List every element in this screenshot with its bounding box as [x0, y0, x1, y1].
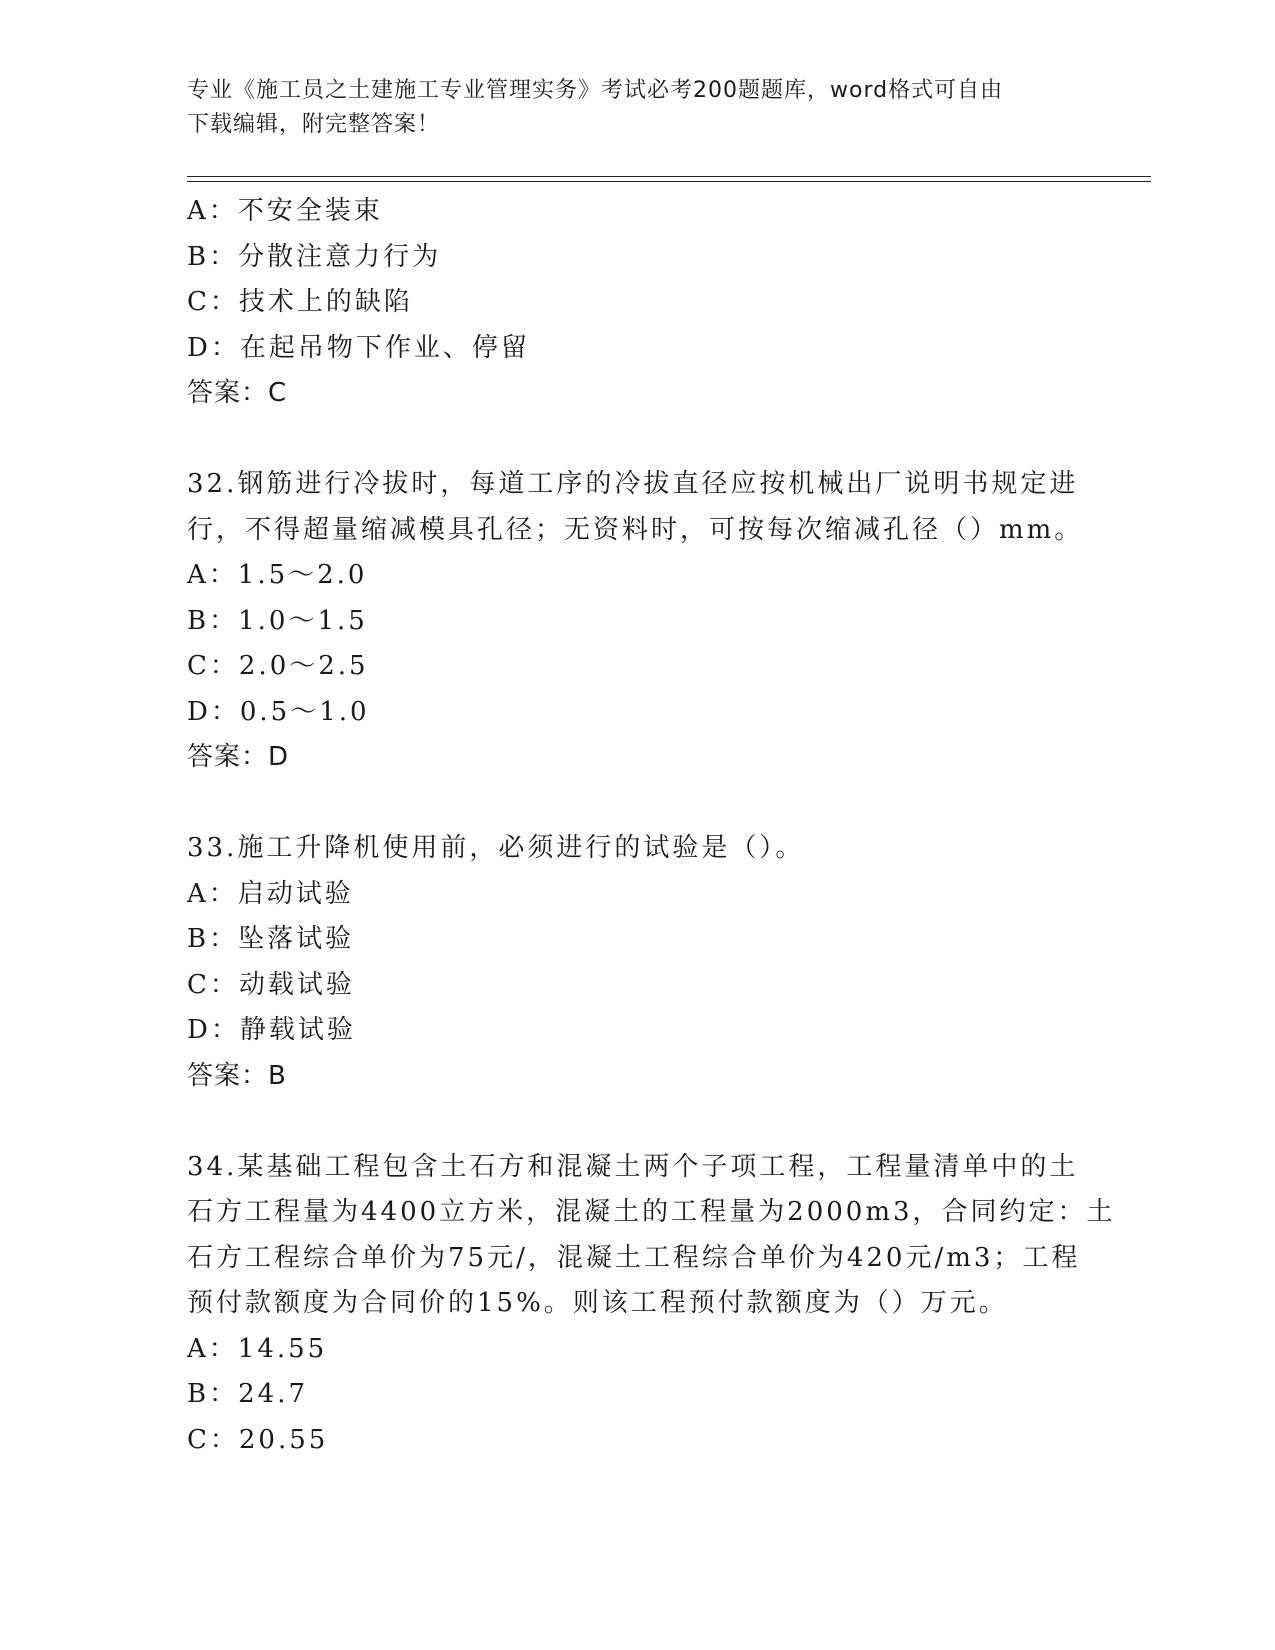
option-d: D：静载试验 [187, 1015, 356, 1045]
header-divider-top [187, 176, 1151, 177]
option-c: C：20.55 [187, 1424, 329, 1455]
option-a: A：14.55 [187, 1333, 328, 1364]
document-header [187, 74, 1087, 142]
option-b: B：坠落试验 [187, 924, 355, 954]
option-d: D：0.5～1.0 [187, 696, 370, 727]
option-a: A：不安全装束 [187, 196, 383, 226]
answer-line: 答案：B [187, 1060, 287, 1091]
header-line-1: 专业《施工员之土建施工专业管理实务》考试必考200题题库，word格式可自由 [187, 78, 1004, 103]
question-text-line: 石方工程量为4400立方米，混凝土的工程量为2000m3，合同约定：土 [187, 1197, 1116, 1227]
question-list [187, 189, 1116, 1463]
option-d: D：在起吊物下作业、停留 [187, 332, 530, 363]
option-a: A：启动试验 [187, 878, 354, 909]
question-text-line: 行，不得超量缩减模具孔径；无资料时，可按每次缩减孔径（）mm。 [187, 514, 1084, 545]
option-b: B：24.7 [187, 1379, 308, 1409]
option-c: C：2.0～2.5 [187, 651, 369, 681]
question-33 [187, 826, 1087, 1099]
spacer [187, 781, 1087, 827]
spacer [187, 417, 1087, 463]
option-a: A：1.5～2.0 [187, 560, 368, 590]
option-c: C：技术上的缺陷 [187, 287, 413, 317]
question-text-line: 32.钢筋进行冷拔时，每道工序的冷拔直径应按机械出厂说明书规定进 [187, 469, 1079, 499]
option-c: C：动载试验 [187, 969, 355, 1000]
question-text-line: 预付款额度为合同价的15%。则该工程预付款额度为（）万元。 [187, 1288, 1008, 1318]
question-text-line: 33.施工升降机使用前，必须进行的试验是（）。 [187, 833, 805, 863]
answer-line: 答案：C [187, 378, 288, 408]
header-divider-bottom [187, 181, 1151, 182]
question-text-line: 石方工程综合单价为75元/，混凝土工程综合单价为420元/m3；工程 [187, 1242, 1081, 1273]
spacer [187, 1099, 1087, 1145]
answer-line: 答案：D [187, 742, 290, 772]
question-text-line: 34.某基础工程包含土石方和混凝土两个子项工程，工程量清单中的土 [187, 1151, 1079, 1182]
option-b: B：分散注意力行为 [187, 241, 442, 272]
question-32 [187, 462, 1087, 781]
option-b: B：1.0～1.5 [187, 605, 368, 636]
question-34 [187, 1145, 1116, 1464]
question-block-continued [187, 189, 1087, 417]
header-line-2: 下载编辑，附完整答案！ [187, 112, 441, 137]
